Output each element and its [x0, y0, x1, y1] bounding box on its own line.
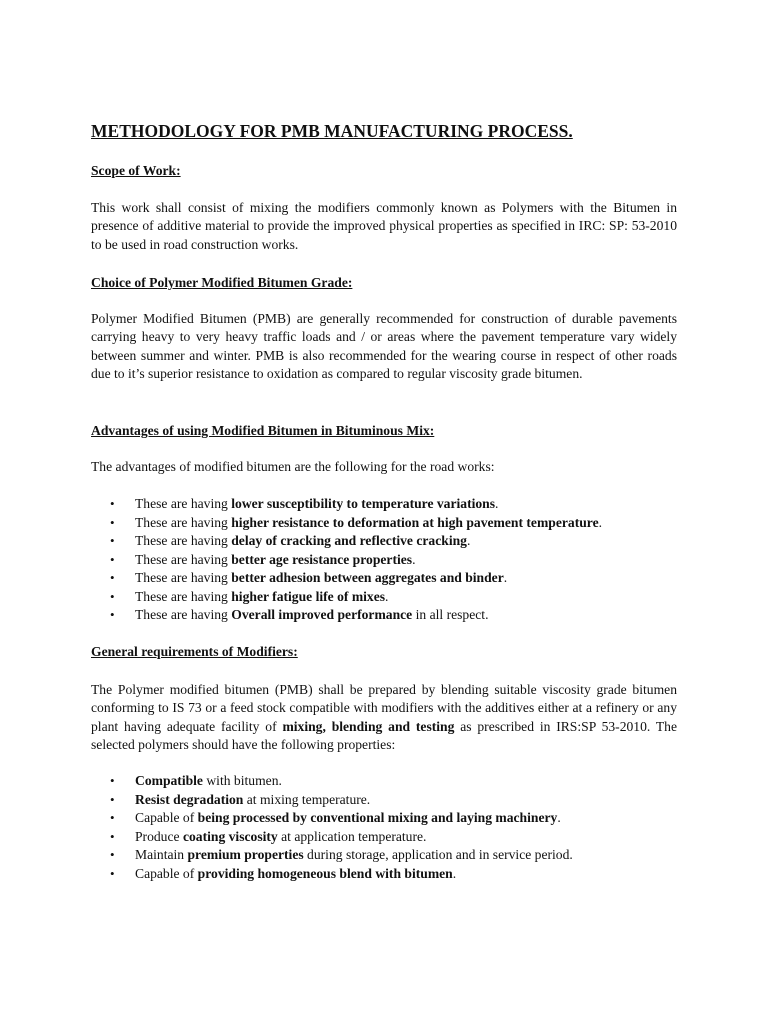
requirements-text-pre: The Polymer modified bitumen (PMB) shall be prepared by blending suitable viscosity grade bitumen conforming to IS 73 or a feed stock compatible with modifiers with the additives either at a refinery or any plant having adequate facility of: [91, 682, 677, 734]
bullet-icon: •: [110, 551, 115, 567]
advantages-list-item-text: These are having: [135, 570, 232, 585]
advantages-list-item: [91, 588, 677, 607]
bullet-icon: •: [110, 847, 115, 862]
advantages-list: [91, 495, 677, 625]
advantages-list-item-emphasis: better age resistance properties: [231, 551, 413, 567]
requirements-list-item: [91, 828, 677, 847]
requirements-list-item: [91, 865, 677, 884]
advantages-list-item-suffix: .: [466, 533, 471, 548]
requirements-list-item-emphasis: Resist degradation: [135, 791, 244, 807]
requirements-list-item: [91, 846, 677, 865]
advantages-list-item-suffix: .: [495, 496, 499, 511]
choice-paragraph: Polymer Modified Bitumen (PMB) are generally recommended for construction of durable pavements carrying heavy to very heavy traffic loads and / or areas where the pavement temperature vary widely between summer and winter. PMB is also recommended for the wearing course in respect of other roads due to it’s superior resistance to oxidation as compared to regular viscosity grade bitumen.: [91, 311, 677, 382]
advantages-list-item: [91, 495, 677, 514]
bullet-icon: •: [110, 533, 115, 548]
advantages-list-item-text: These are having: [135, 551, 232, 567]
requirements-list-item-suffix: with bitumen.: [202, 773, 282, 788]
bullet-icon: •: [110, 570, 115, 585]
requirements-list-item-suffix: at mixing temperature.: [243, 791, 371, 807]
requirements-list-item-suffix: .: [557, 810, 561, 825]
advantages-list-item-emphasis: delay of cracking and reflective cracking: [231, 533, 467, 548]
advantages-list-item-emphasis: higher fatigue life of mixes: [231, 588, 386, 604]
advantages-list-item-suffix: in all respect.: [412, 607, 489, 622]
scope-paragraph: This work shall consist of mixing the modifiers commonly known as Polymers with the Bitumen in presence of additive material to provide the improved physical properties as specified in IRC: SP: 53-2010 to be used in road construction works.: [91, 200, 677, 252]
advantages-list-item-text: These are having: [135, 496, 232, 511]
requirements-list-item-emphasis: Compatible: [135, 773, 203, 788]
requirements-list-item-emphasis: providing homogeneous blend with bitumen: [197, 865, 453, 881]
bullet-icon: •: [110, 496, 115, 511]
advantages-list-item: [91, 514, 677, 533]
advantages-list-item-suffix: .: [385, 588, 389, 604]
requirements-list-item: [91, 772, 677, 791]
advantages-list-item-suffix: .: [598, 514, 603, 530]
advantages-list-item-emphasis: better adhesion between aggregates and binder: [231, 570, 504, 585]
advantages-heading: Advantages of using Modified Bitumen in Bituminous Mix:: [91, 423, 435, 438]
requirements-text-bold: mixing, blending and testing: [282, 718, 455, 734]
bullet-icon: •: [110, 865, 115, 881]
bullet-icon: •: [110, 828, 115, 844]
advantages-list-item: [91, 532, 677, 551]
requirements-list-item-emphasis: premium properties: [187, 847, 304, 862]
requirements-list-item-text: Produce: [135, 828, 183, 844]
requirements-text-post: as prescribed in IRS:SP 53-2010. The selected polymers should have the following properties:: [91, 718, 678, 753]
requirements-list-item-text: Maintain: [135, 847, 188, 862]
requirements-list-item-suffix: during storage, application and in service period.: [303, 847, 573, 862]
advantages-list-item-suffix: .: [503, 570, 508, 585]
bullet-icon: •: [110, 607, 115, 622]
requirements-list-item: [91, 809, 677, 828]
choice-heading: Choice of Polymer Modified Bitumen Grade:: [91, 275, 353, 290]
bullet-icon: •: [110, 773, 115, 788]
advantages-list-item-text: These are having: [135, 607, 232, 622]
advantages-list-item: [91, 606, 677, 625]
requirements-list-item-emphasis: coating viscosity: [182, 828, 278, 844]
bullet-icon: •: [110, 514, 115, 530]
requirements-list: [91, 772, 677, 883]
advantages-intro: The advantages of modified bitumen are the following for the road works:: [91, 459, 495, 474]
advantages-list-item-emphasis: lower susceptibility to temperature variations: [231, 496, 496, 511]
requirements-list-item-text: Capable of: [135, 865, 198, 881]
requirements-paragraph: [91, 681, 677, 755]
requirements-list-item-emphasis: being processed by conventional mixing and laying machinery: [197, 810, 558, 825]
requirements-list-item-suffix: at application temperature.: [277, 828, 427, 844]
advantages-list-item: [91, 551, 677, 570]
advantages-list-item-text: These are having: [135, 533, 232, 548]
advantages-list-item-emphasis: Overall improved performance: [231, 607, 413, 622]
bullet-icon: •: [110, 588, 115, 604]
advantages-list-item: [91, 569, 677, 588]
advantages-list-item-emphasis: higher resistance to deformation at high pavement temperature: [231, 514, 599, 530]
document-title: METHODOLOGY FOR PMB MANUFACTURING PROCESS.: [91, 121, 573, 141]
advantages-list-item-text: These are having: [135, 514, 232, 530]
scope-heading: Scope of Work:: [91, 163, 181, 178]
bullet-icon: •: [110, 791, 115, 807]
advantages-list-item-suffix: .: [412, 551, 416, 567]
requirements-list-item-text: Capable of: [135, 810, 198, 825]
requirements-list-item: [91, 791, 677, 810]
bullet-icon: •: [110, 810, 115, 825]
requirements-list-item-suffix: .: [452, 865, 457, 881]
requirements-heading: General requirements of Modifiers:: [91, 644, 298, 659]
advantages-list-item-text: These are having: [135, 588, 232, 604]
